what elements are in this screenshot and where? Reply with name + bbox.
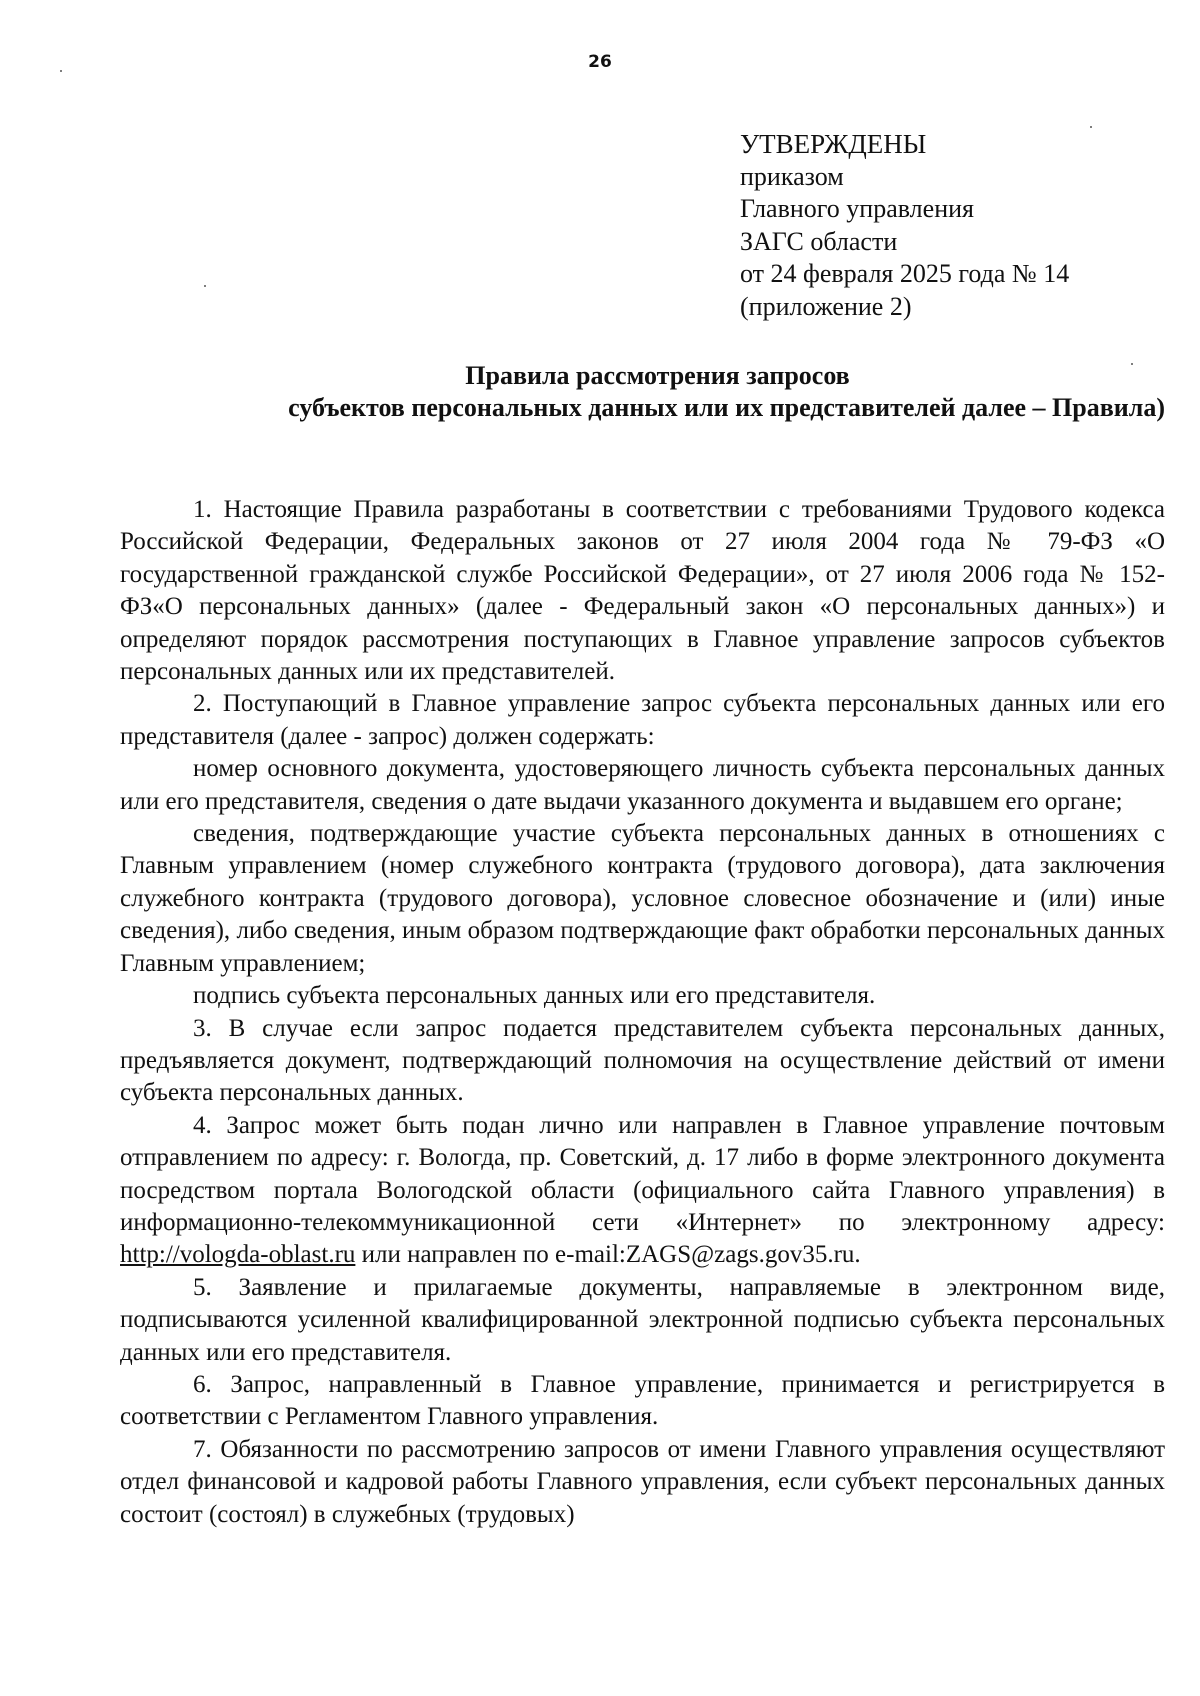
paragraph-5: 5. Заявление и прилагаемые документы, направляемые в электронном виде, подписываются усиленной квалифицированной электронной подписью субъекта персональных данных или его представителя. [120,1273,1165,1366]
scan-speck [1131,363,1133,365]
scan-speck [60,70,62,72]
paragraph-4-text-end: или направлен по e-mail:ZAGS@zags.gov35.ru. [355,1241,861,1269]
document-title [120,360,1165,424]
website-link[interactable]: http://vologda-oblast.ru [120,1241,356,1269]
approval-line: от 24 февраля 2025 года № 14 [740,259,1070,288]
scan-speck [1090,126,1092,128]
approval-line: приказом [740,161,844,191]
approval-line: ЗАГС области [740,226,898,256]
page-number: 26 [588,52,612,72]
paragraph-2: 2. Поступающий в Главное управление запрос субъекта персональных данных или его представителя (далее - запрос) должен содержать: [120,690,1165,750]
paragraph-2-item-relations: сведения, подтверждающие участие субъекта персональных данных в отношениях с Главным управлением (номер служебного контракта (трудового договора), дата заключения служебного контракта (трудового договора), условное словесное обозначение и (или) иные сведения), либо сведения, иным образом подтверждающие факт обработки персональных данных Главным управлением; [120,820,1165,977]
paragraph-7: 7. Обязанности по рассмотрению запросов от имени Главного управления осуществляют отдел финансовой и кадровой работы Главного управления, если субъект персональных данных состоит (состоял) в служебных (трудовых) [120,1435,1165,1528]
paragraph-2-item-document: номер основного документа, удостоверяющего личность субъекта персональных данных или его представителя, сведения о дате выдачи указанного документа и выдавшем его органе; [120,755,1165,815]
title-line-2: субъектов персональных данных или их представителей далее – Правила) [288,393,1165,422]
paragraph-3: 3. В случае если запрос подается представителем субъекта персональных данных, предъявляется документ, подтверждающий полномочия на осуществление действий от имени субъекта персональных данных. [120,1014,1165,1107]
paragraph-2-item-signature: подпись субъекта персональных данных или его представителя. [193,982,876,1010]
approval-block [740,128,1069,323]
scan-speck [204,285,206,287]
title-line-1: Правила рассмотрения запросов [465,361,850,390]
paragraph-4-text: 4. Запрос может быть подан лично или направлен в Главное управление почтовым отправлением по адресу: г. Вологда, пр. Советский, д. 17 либо в форме электронного документа посредством портала Вологодской области (официального сайта Главного управления) в информационно-телекоммуникационной сети «Интернет» по электронному адресу: [120,1111,1165,1236]
approval-heading: УТВЕРЖДЕНЫ [740,129,927,159]
document-body [120,494,1165,1531]
approval-line: (приложение 2) [740,291,912,321]
paragraph-4 [120,1110,1165,1272]
approval-line: Главного управления [740,194,974,223]
paragraph-6: 6. Запрос, направленный в Главное управление, принимается и регистрируется в соответствии с Регламентом Главного управления. [120,1370,1165,1431]
paragraph-1: 1. Настоящие Правила разработаны в соответствии с требованиями Трудового кодекса Российской Федерации, Федеральных законов от 27 июля 2004 года № 79-ФЗ «О государственной гражданской службе Российской Федерации», от 27 июля 2006 года № 152-ФЗ«О персональных данных» (далее - Федеральный закон «О персональных данных») и определяют порядок рассмотрения поступающих в Главное управление запросов субъектов персональных данных или их представителей. [120,496,1165,686]
